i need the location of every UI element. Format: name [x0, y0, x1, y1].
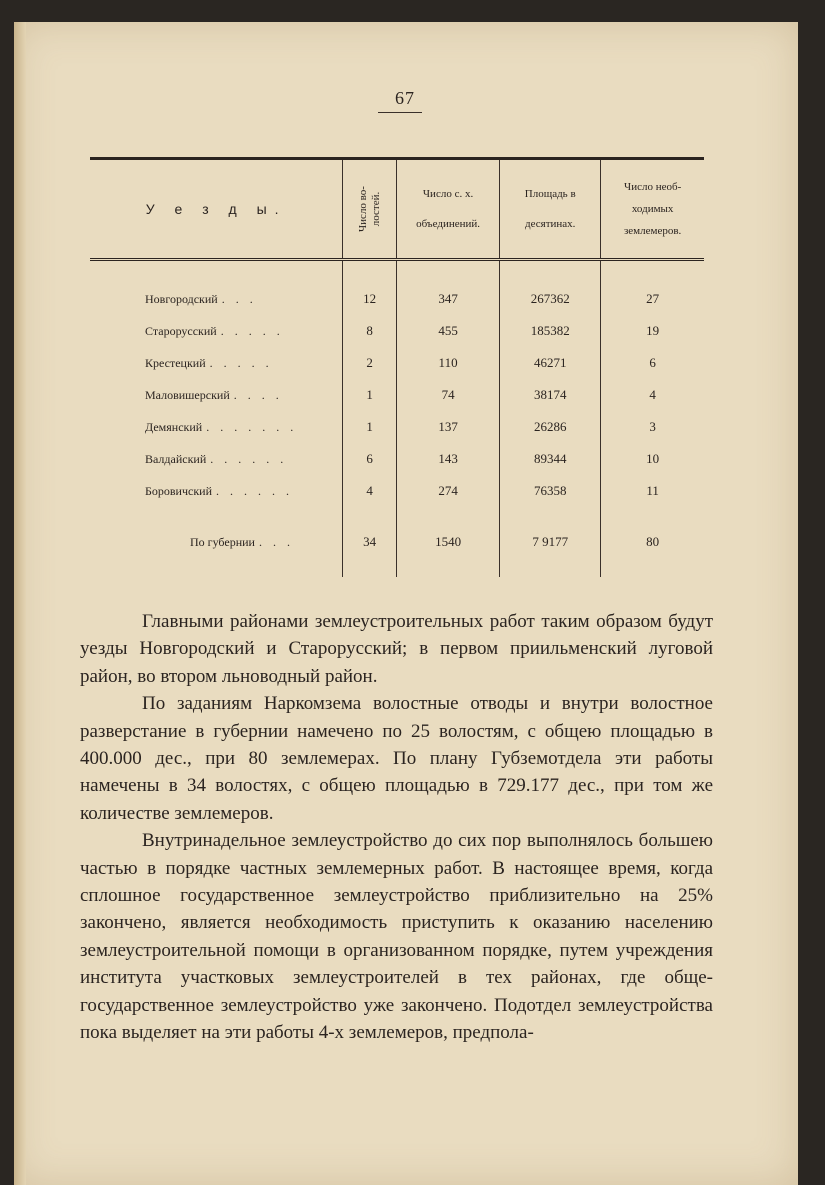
surveyors-cell: 27	[601, 260, 704, 316]
header-associations-line-1: Число с. х.	[422, 188, 474, 200]
header-surveyors-line-1: Число необ-	[624, 181, 682, 193]
surveyors-cell: 3	[601, 411, 704, 443]
total-volosts: 34	[343, 507, 397, 577]
header-area-line-2: десятинах.	[525, 218, 576, 230]
header-area-line-1: Площадь в	[524, 188, 576, 200]
header-associations	[396, 159, 499, 260]
area-cell: 46271	[500, 347, 601, 379]
total-associations: 1540	[396, 507, 499, 577]
total-area: 7 9177	[500, 507, 601, 577]
header-surveyors-line-3: землемеров.	[623, 225, 682, 237]
surveyors-cell: 11	[601, 475, 704, 507]
uezd-name: Боровичский . . . . . .	[145, 483, 294, 498]
table-row	[90, 379, 704, 411]
area-cell: 76358	[500, 475, 601, 507]
associations-cell: 274	[396, 475, 499, 507]
table-row	[90, 443, 704, 475]
uezd-name: Маловишерский . . . .	[145, 387, 283, 402]
area-cell: 38174	[500, 379, 601, 411]
associations-cell: 347	[396, 260, 499, 316]
area-cell: 26286	[500, 411, 601, 443]
page-number: 67	[395, 88, 415, 108]
table-total-row	[90, 507, 704, 577]
header-area	[500, 159, 601, 260]
volosts-cell: 12	[343, 260, 397, 316]
associations-cell: 455	[396, 315, 499, 347]
header-volosts-label: Число во- лостей.	[356, 186, 382, 232]
uezd-name: Крестецкий . . . . .	[145, 355, 273, 370]
area-cell: 89344	[500, 443, 601, 475]
body-text	[80, 608, 713, 1047]
header-uezd: У е з д ы.	[90, 159, 343, 260]
paragraph: Главными районами землеустроительных работ таким образом будут уезды Новгородский и Старорусский; в первом приильменский луговой район, во втором льноводный район.	[80, 611, 713, 687]
volosts-cell: 6	[343, 443, 397, 475]
associations-cell: 137	[396, 411, 499, 443]
table-row	[90, 411, 704, 443]
table-row	[90, 315, 704, 347]
paragraph: Внутринадельное землеустройство до сих пор выполнялось большею частью в порядке частных землемерных работ. В настоящее время, когда сплошное государственное землеустройство приблизительно на 25% закончено, является необходимость приступить к оказанию населению землеустроительной помощи в организованном порядке, путем учреждения института участковых землеустроителей в тех районах, где обще-государственное землеустройство уже закончено. Подотдел землеустройства пока выделяет на эти работы 4-х землемеров, предпола-	[80, 830, 713, 1044]
table-header-row	[90, 159, 704, 260]
area-cell: 185382	[500, 315, 601, 347]
surveyor-table	[90, 157, 704, 577]
uezd-name: Демянский . . . . . . .	[145, 419, 298, 434]
area-cell: 267362	[500, 260, 601, 316]
total-surveyors: 80	[601, 507, 704, 577]
table-row	[90, 260, 704, 316]
table-row	[90, 475, 704, 507]
paragraph: По заданиям Наркомзема волостные отводы и внутри волостное разверстание в губернии намечено по 25 волостям, с общею площадью в 400.000 дес., при 80 землемерах. По плану Губземотдела эти работы намечены в 34 волостях, с общею площадью в 729.177 дес., при том же количестве землемеров.	[80, 693, 713, 824]
volosts-cell: 1	[343, 411, 397, 443]
surveyors-cell: 19	[601, 315, 704, 347]
header-volosts	[343, 159, 397, 260]
surveyors-cell: 4	[601, 379, 704, 411]
total-label: По губернии . . .	[190, 534, 294, 549]
volosts-cell: 8	[343, 315, 397, 347]
volosts-cell: 4	[343, 475, 397, 507]
page-number-rule	[378, 112, 422, 113]
volosts-cell: 2	[343, 347, 397, 379]
associations-cell: 143	[396, 443, 499, 475]
surveyors-cell: 10	[601, 443, 704, 475]
associations-cell: 110	[396, 347, 499, 379]
header-surveyors-line-2: ходимых	[631, 203, 674, 215]
table-row	[90, 347, 704, 379]
header-surveyors	[601, 159, 704, 260]
uezd-name: Валдайский . . . . . .	[145, 451, 288, 466]
associations-cell: 74	[396, 379, 499, 411]
surveyors-cell: 6	[601, 347, 704, 379]
uezd-name: Новгородский . . .	[145, 291, 257, 306]
book-spine	[14, 22, 26, 1185]
volosts-cell: 1	[343, 379, 397, 411]
uezd-name: Старорусский . . . . .	[145, 323, 284, 338]
header-associations-line-2: объединений.	[416, 218, 481, 230]
